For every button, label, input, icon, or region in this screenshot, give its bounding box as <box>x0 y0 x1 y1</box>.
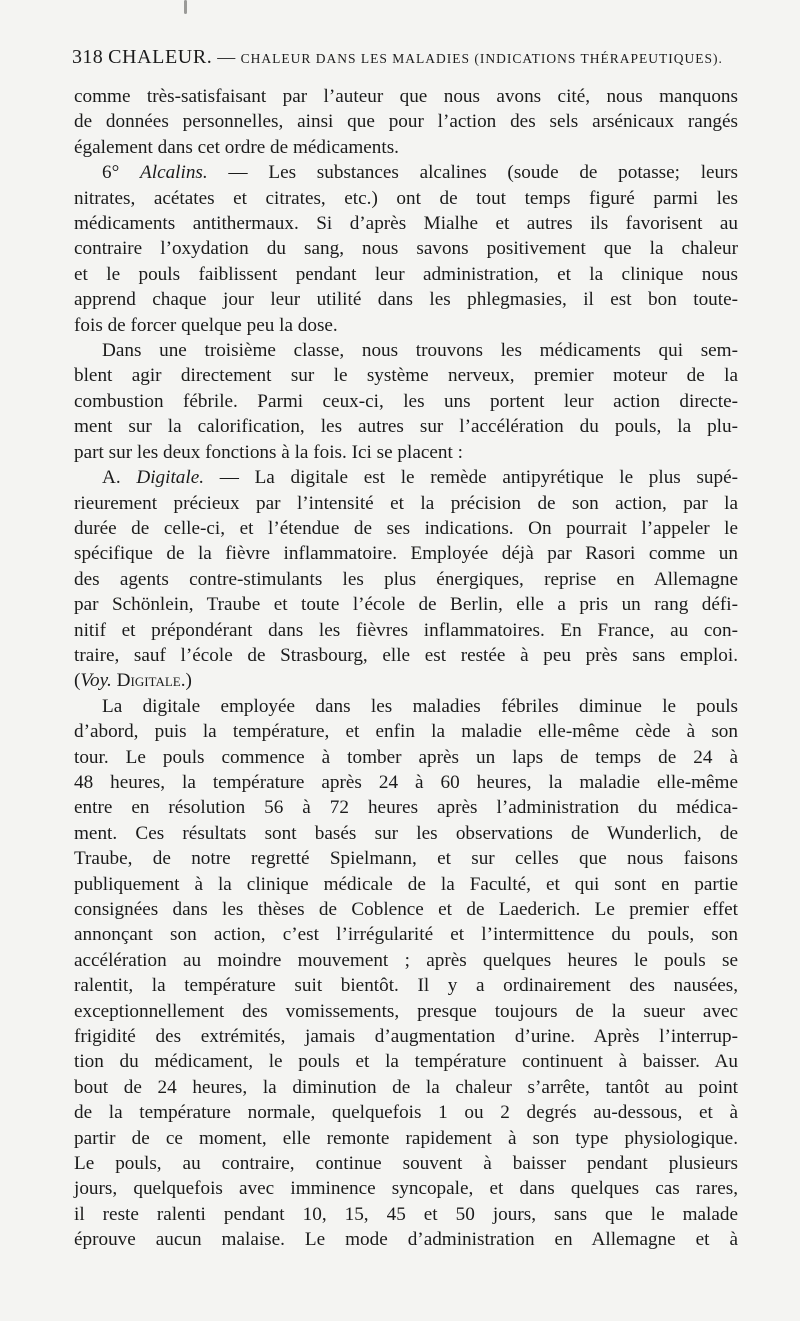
ref-voy: Voy. <box>80 670 112 692</box>
body-line: annonçant son action, c’est l’irrégularité et l’intermittence du pouls, son <box>74 924 738 946</box>
body-line: entre en résolution 56 à 72 heures après l’administration du médica- <box>74 797 738 819</box>
body-line: exceptionnellement des vomissements, presque toujours de la sueur avec <box>74 1000 738 1022</box>
body-line: nitrates, acétates et citrates, etc.) ont de tout temps figuré parmi les <box>74 187 738 209</box>
section-number: 6° <box>102 162 120 184</box>
section-heading-line <box>74 465 738 490</box>
ref-close-paren: ) <box>185 670 192 692</box>
body-line: comme très-satisfaisant par l’auteur que nous avons cité, nous manquons <box>74 86 738 107</box>
body-line: ment sur la calorification, les autres sur l’accélération du pouls, la plu- <box>74 416 738 438</box>
section-title: Digitale. <box>136 467 205 489</box>
paragraph-first-line: La digitale employée dans les maladies fébriles diminue le pouls <box>102 695 738 717</box>
body-line: Le pouls, au contraire, continue souvent à baisser pendant plusieurs <box>74 1153 738 1175</box>
body-line: combustion fébrile. Parmi ceux-ci, les uns portent leur action directe- <box>74 390 738 412</box>
body-line: d’abord, puis la température, et enfin la maladie elle-même cède à son <box>74 721 738 743</box>
section-lead-text: — La digitale est le remède antipyrétique le plus supé- <box>204 467 739 489</box>
body-line: part sur les deux fonctions à la fois. Ici se placent : <box>74 441 463 463</box>
body-line: ralentit, la température suit bientôt. Il y a ordinairement des nausées, <box>74 975 738 997</box>
page-body <box>74 84 738 1253</box>
body-line: frigidité des extrémités, jamais d’augmentation d’urine. Après l’interrup- <box>74 1026 738 1048</box>
body-line: fois de forcer quelque peu la dose. <box>74 314 338 336</box>
running-title: CHALEUR. <box>108 46 213 68</box>
body-line: durée de celle-ci, et l’étendue de ses indications. On pourrait l’appeler le <box>74 517 738 539</box>
body-line: éprouve aucun malaise. Le mode d’administration en Allemagne et à <box>74 1229 738 1251</box>
body-line: consignées dans les thèses de Coblence et de Laederich. Le premier effet <box>74 899 738 920</box>
body-line: partir de ce moment, elle remonte rapidement à son type physiologique. <box>74 1127 738 1149</box>
body-line: 48 heures, la température après 24 à 60 heures, la maladie elle-même <box>74 771 738 793</box>
body-line: spécifique de la fièvre inflammatoire. Employée déjà par Rasori comme un <box>74 543 738 565</box>
body-line: nitif et prépondérant dans les fièvres inflammatoires. En France, au con- <box>74 619 738 641</box>
running-subtitle: CHALEUR DANS LES MALADIES (INDICATIONS THÉRAPEUTIQUES). <box>240 51 723 66</box>
section-number: A. <box>102 467 121 489</box>
body-line: traire, sauf l’école de Strasbourg, elle est restée à peu près sans emploi. <box>74 644 738 666</box>
body-line: Traube, de notre regretté Spielmann, et sur celles que nous faisons <box>74 848 738 870</box>
section-heading-line <box>74 160 738 185</box>
scan-speck <box>184 0 187 14</box>
body-line: publiquement à la clinique médicale de la Faculté, et qui sont en partie <box>74 873 738 895</box>
body-line: par Schönlein, Traube et toute l’école de Berlin, elle a pris un rang défi- <box>74 594 738 616</box>
body-line: ment. Ces résultats sont basés sur les observations de Wunderlich, de <box>74 822 738 844</box>
section-lead-text: — Les substances alcalines (soude de potasse; leurs <box>207 162 739 184</box>
body-line: tion du médicament, le pouls et la température continuent à baisser. Au <box>74 1051 738 1073</box>
body-line: médicaments antithermaux. Si d’après Mialhe et autres ils favorisent au <box>74 213 738 235</box>
header-dash: — <box>217 47 236 67</box>
body-line: apprend chaque jour leur utilité dans les phlegmasies, il est bon toute- <box>74 289 738 311</box>
body-line: également dans cet ordre de médicaments. <box>74 136 399 158</box>
body-line: blent agir directement sur le système nerveux, premier moteur de la <box>74 365 738 387</box>
cross-reference-line <box>74 668 738 693</box>
body-line: rieurement précieux par l’intensité et la précision de son action, par la <box>74 492 738 514</box>
body-line: de données personnelles, ainsi que pour l’action des sels arsénicaux rangés <box>74 111 738 133</box>
paragraph-first-line: Dans une troisième classe, nous trouvons les médicaments qui sem- <box>102 340 738 362</box>
section-title: Alcalins. <box>140 162 208 184</box>
ref-digitale: Digitale. <box>116 670 186 692</box>
body-line: il reste ralenti pendant 10, 15, 45 et 50 jours, sans que le malade <box>74 1203 738 1225</box>
page-number: 318 <box>72 46 104 68</box>
body-line: contraire l’oxydation du sang, nous savons positivement que la chaleur <box>74 238 738 260</box>
ref-open-paren: ( <box>74 670 81 692</box>
body-line: accélération au moindre mouvement ; après quelques heures le pouls se <box>74 949 738 971</box>
body-line: jours, quelquefois avec imminence syncopale, et dans quelques cas rares, <box>74 1178 738 1200</box>
body-line: bout de 24 heures, la diminution de la chaleur s’arrête, tantôt au point <box>74 1076 738 1098</box>
body-line: et le pouls faiblissent pendant leur administration, et la clinique nous <box>74 263 738 285</box>
running-header <box>72 46 740 69</box>
body-line: tour. Le pouls commence à tomber après un laps de temps de 24 à <box>74 746 738 768</box>
body-line: des agents contre-stimulants les plus énergiques, reprise en Allemagne <box>74 568 738 590</box>
body-line: de la température normale, quelquefois 1 ou 2 degrés au-dessous, et à <box>74 1102 738 1124</box>
